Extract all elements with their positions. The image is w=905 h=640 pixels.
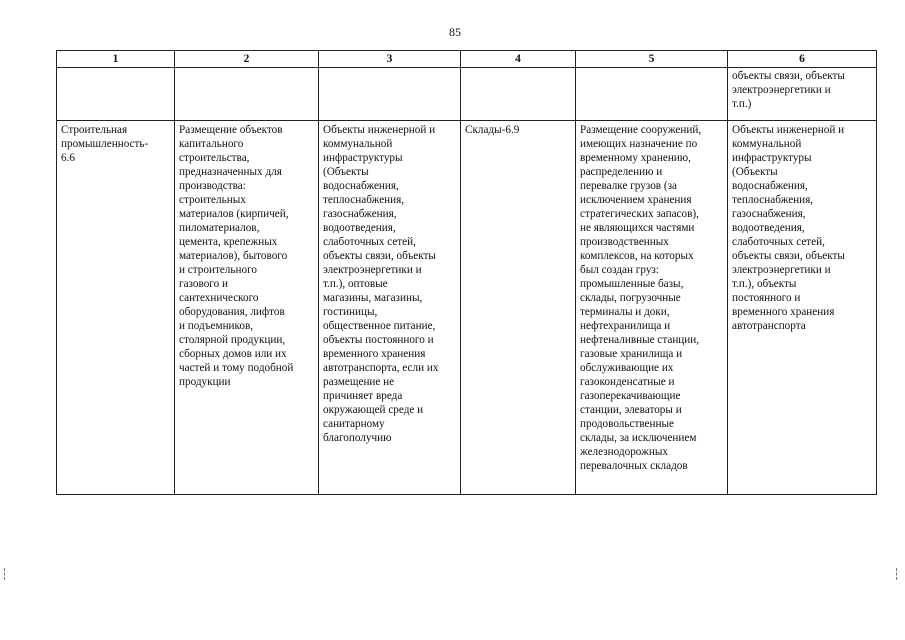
auxiliary-uses-cell: Объекты инженерной и коммунальной инфраструктуры (Объекты водоснабжения, теплоснабжения, газоснабжения, водоотведения, слаботочных сетей, объекты связи, объекты электроэнергетики и т.п.), оптовые магазины, магазины, гостиницы, общественное питание, объекты постоянного и временного хранения автотранспорта, если их размещение не причиняет вреда окружающей среде и санитарному благополучию — [319, 121, 461, 495]
header-col-6: 6 — [728, 51, 877, 68]
zone-code-cell: Строительная промышленность- 6.6 — [57, 121, 175, 495]
continuation-cell-1 — [57, 68, 175, 121]
page-number: 85 — [449, 25, 461, 39]
continuation-cell-2 — [175, 68, 319, 121]
conditional-use-description-cell: Размещение сооружений, имеющих назначение по временному хранению, распределению и перевалке грузов (за исключением хранения стратегических запасов), не являющихся частями производственных комплексов, на которых был создан груз: промышленные базы, склады, погрузочные терминалы и доки, нефтехранилища и нефтеналивные станции, газовые хранилища и обслуживающие их газоконденсатные и газоперекачивающие станции, элеваторы и продовольственные склады, за исключением железнодорожных перевалочных складов — [576, 121, 728, 495]
header-row — [57, 51, 877, 68]
scan-edge-mark-right — [896, 568, 899, 580]
header-col-3: 3 — [319, 51, 461, 68]
header-col-5: 5 — [576, 51, 728, 68]
continuation-cell-5 — [576, 68, 728, 121]
continuation-cell-4 — [461, 68, 576, 121]
land-use-table — [56, 50, 877, 495]
header-col-4: 4 — [461, 51, 576, 68]
conditional-auxiliary-uses-cell: Объекты инженерной и коммунальной инфраструктуры (Объекты водоснабжения, теплоснабжения, газоснабжения, водоотведения, слаботочных сетей, объекты связи, объекты электроэнергетики и т.п.), объекты постоянного и временного хранения автотранспорта — [728, 121, 877, 495]
conditional-use-code-cell: Склады-6.9 — [461, 121, 576, 495]
continuation-cell-3 — [319, 68, 461, 121]
zone-description-cell: Размещение объектов капитального строительства, предназначенных для производства: строительных материалов (кирпичей, пиломатериалов, цемента, крепежных материалов), бытового и строительного газового и сантехнического оборудования, лифтов и подъемников, столярной продукции, сборных домов или их частей и тому подобной продукции — [175, 121, 319, 495]
header-col-2: 2 — [175, 51, 319, 68]
continuation-cell-6: объекты связи, объекты электроэнергетики и т.п.) — [728, 68, 877, 121]
table-row — [57, 121, 877, 495]
scan-edge-mark-left — [4, 568, 7, 580]
continuation-row — [57, 68, 877, 121]
header-col-1: 1 — [57, 51, 175, 68]
